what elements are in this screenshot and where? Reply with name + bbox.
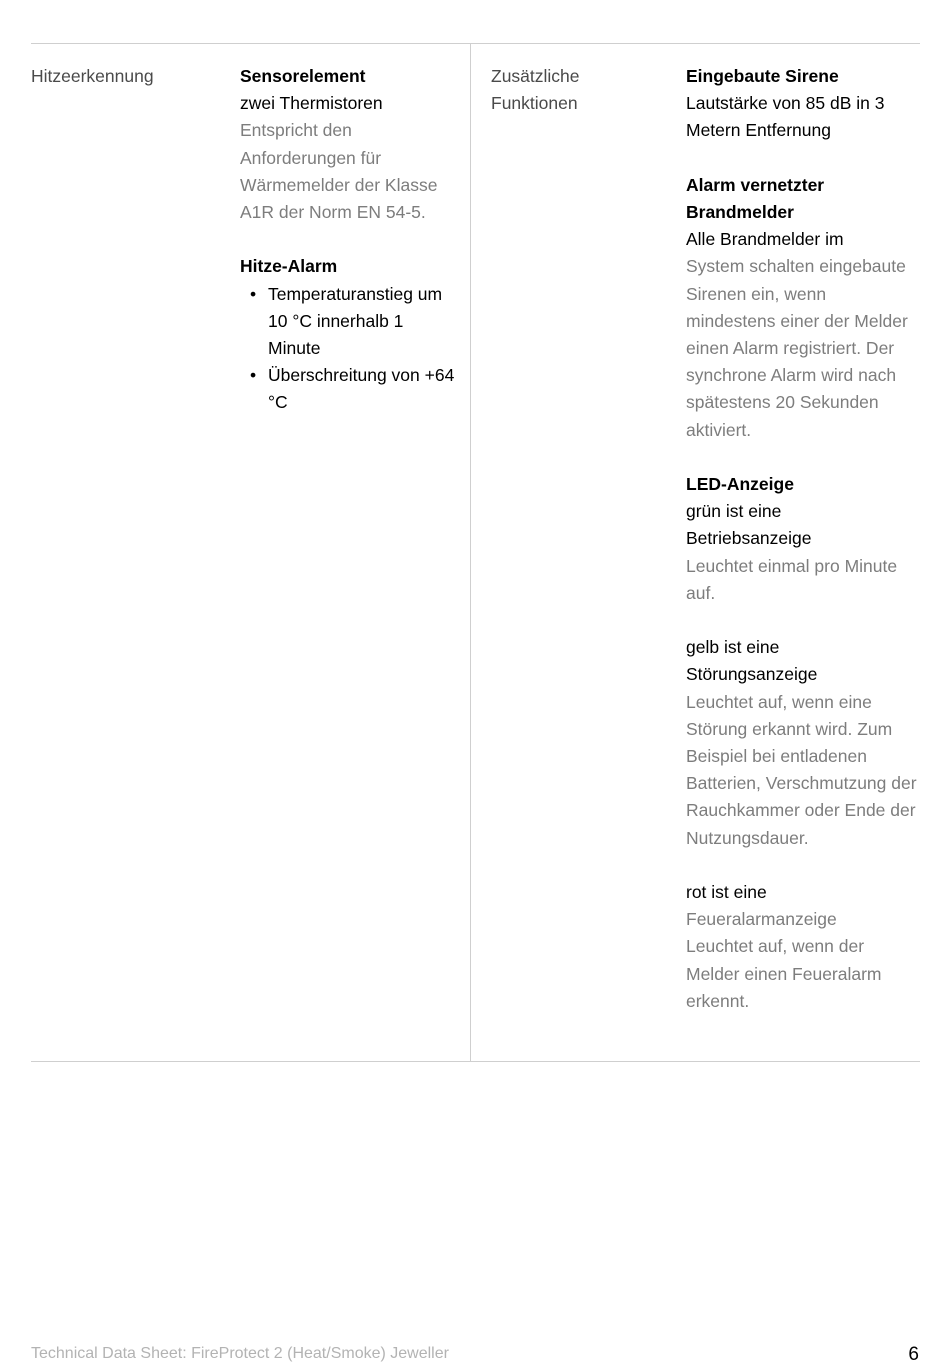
siren-block [686, 63, 918, 145]
heat-alarm-block [240, 253, 460, 416]
networked-alarm-block [686, 172, 918, 444]
heat-detection-details [240, 63, 460, 417]
sensor-value: zwei Thermistoren [240, 93, 383, 114]
sensor-note: Entspricht den Anforderungen für Wärmemelder der Klasse A1R der Norm EN 54-5. [240, 120, 438, 223]
led-green-note: Leuchtet einmal pro Minute auf. [686, 555, 898, 603]
siren-title: Eingebaute Sirene [686, 66, 839, 86]
led-yellow-value: gelb ist eine Störungsanzeige [686, 637, 818, 685]
sensor-block [240, 63, 460, 226]
heat-alarm-title: Hitze-Alarm [240, 256, 338, 277]
row-label-additional-functions: Zusätzliche Funktionen [491, 66, 580, 114]
led-yellow-block [686, 634, 918, 852]
row-label-heat-detection: Hitzeerkennung [31, 66, 154, 86]
list-item: • Temperaturanstieg um 10 °C innerhalb 1 Minute [240, 281, 460, 363]
column-divider [470, 43, 471, 1062]
siren-value: Lautstärke von 85 dB in 3 Metern Entfernung [686, 93, 885, 141]
heat-alarm-list [240, 281, 460, 417]
page-number: 6 [908, 1344, 919, 1365]
led-yellow-note: Leuchtet auf, wenn eine Störung erkannt wird. Zum Beispiel bei entladenen Batterien, Verschmutzung der Rauchkammer oder Ende der Nutzungsdauer. [686, 691, 917, 848]
led-green-block [686, 471, 918, 607]
footer-document-title: Technical Data Sheet: FireProtect 2 (Heat/Smoke) Jeweller [31, 1345, 449, 1362]
table-bottom-rule [31, 1061, 920, 1062]
led-title: LED-Anzeige [686, 474, 794, 495]
networked-alarm-title: Alarm vernetzter Brandmelder [686, 174, 825, 222]
sensor-title: Sensorelement [240, 66, 366, 86]
networked-alarm-note: System schalten eingebaute Sirenen ein, wenn mindestens einer der Melder einen Alarm registriert. Der synchrone Alarm wird nach spätestens 20 Sekunden aktiviert. [686, 256, 908, 440]
additional-functions-details [686, 63, 918, 1015]
led-red-block [686, 879, 918, 1015]
table-top-rule [31, 43, 920, 44]
led-red-note: Feueralarmanzeige Leuchtet auf, wenn der Melder einen Feueralarm erkennt. [686, 909, 882, 1011]
networked-alarm-value: Alle Brandmelder im [686, 229, 844, 250]
list-item: • Überschreitung von +64 °C [240, 362, 460, 416]
led-red-value: rot ist eine [686, 882, 767, 903]
led-green-value: grün ist eine Betriebsanzeige [686, 501, 812, 549]
